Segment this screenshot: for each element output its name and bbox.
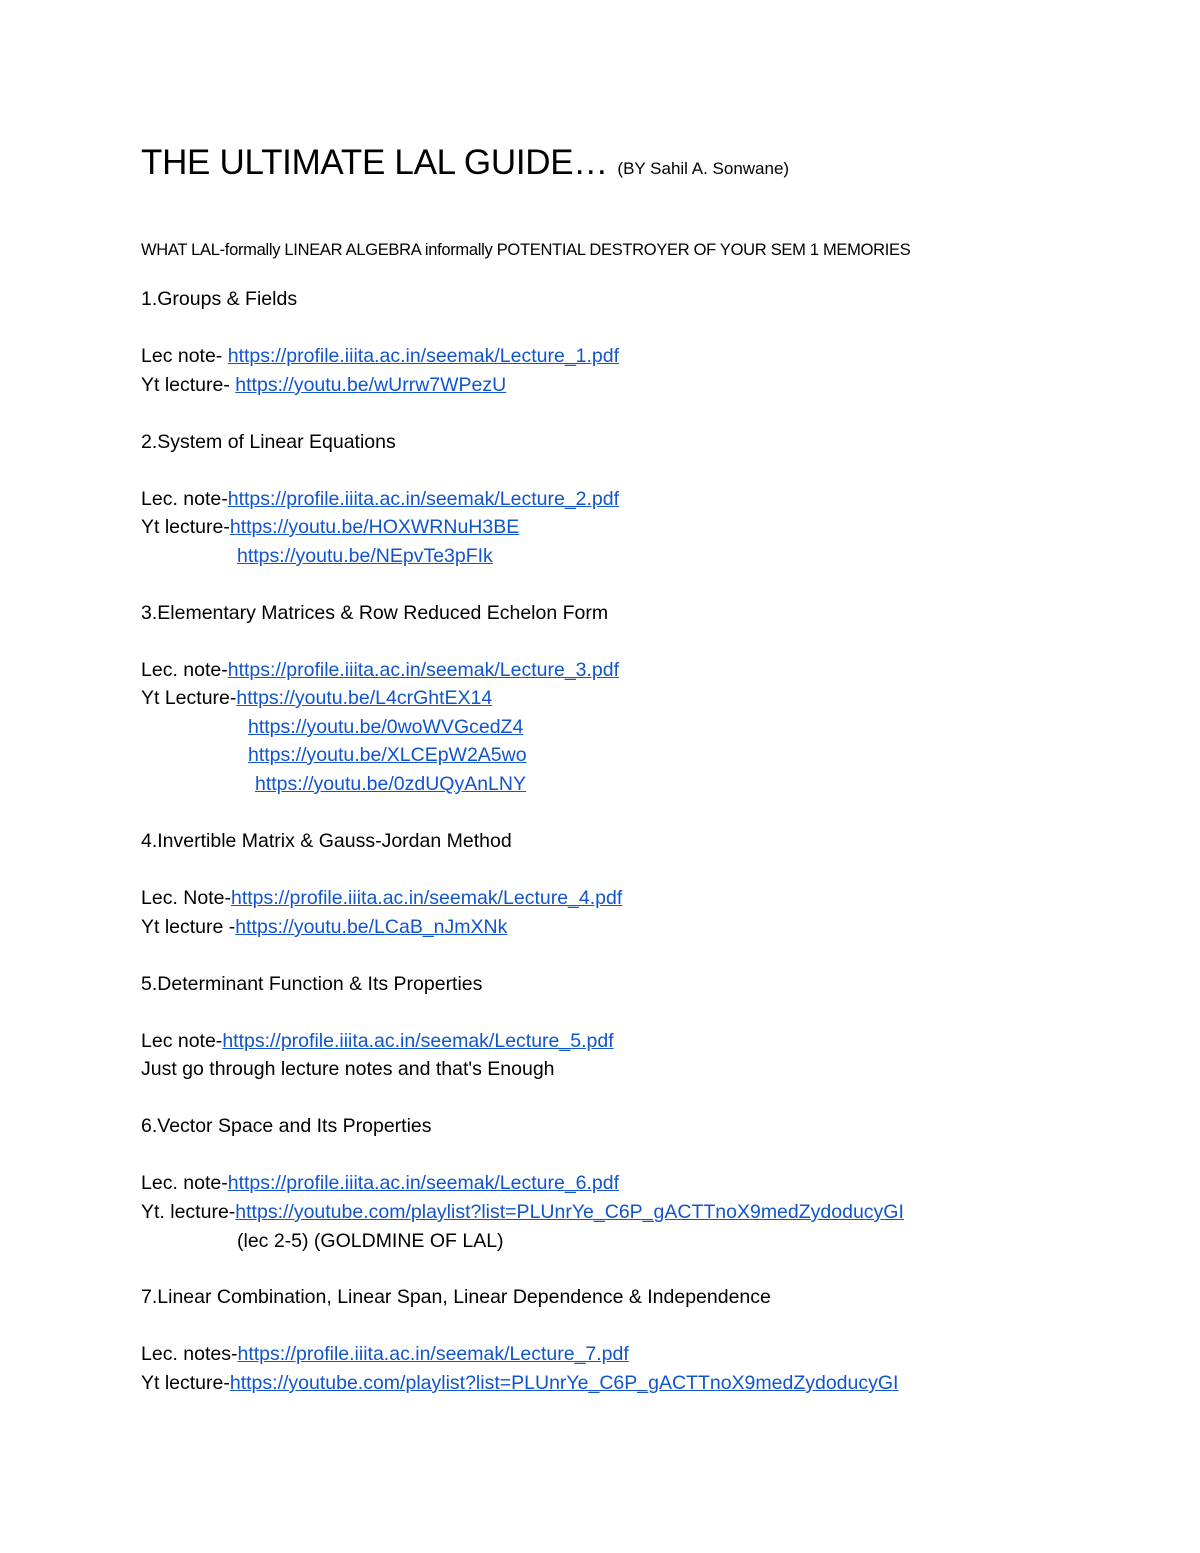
section-3-yt-lecture-row-4 bbox=[255, 775, 526, 795]
section-6-yt-lecture-row bbox=[141, 1203, 904, 1223]
yt-lecture-label: Yt lecture- bbox=[141, 1372, 230, 1394]
document-title bbox=[141, 145, 789, 180]
yt-lecture-link[interactable]: https://youtu.be/L4crGhtEX14 bbox=[236, 687, 493, 709]
title-byline: (BY Sahil A. Sonwane) bbox=[617, 159, 790, 178]
lecture-note-label: Lec. notes- bbox=[141, 1343, 238, 1365]
section-2-yt-lecture-row-2 bbox=[237, 547, 493, 567]
section-4-yt-lecture-row bbox=[141, 918, 507, 938]
lecture-note-link[interactable]: https://profile.iiita.ac.in/seemak/Lecture_3.pdf bbox=[227, 659, 620, 681]
lecture-note-link[interactable]: https://profile.iiita.ac.in/seemak/Lecture_2.pdf bbox=[227, 488, 620, 510]
section-3-yt-lecture-row-3 bbox=[248, 746, 527, 766]
lecture-note-link[interactable]: https://profile.iiita.ac.in/seemak/Lecture_4.pdf bbox=[230, 887, 623, 909]
section-3-yt-lecture-row bbox=[141, 689, 492, 709]
yt-lecture-link[interactable]: https://youtu.be/XLCEpW2A5wo bbox=[248, 744, 527, 766]
lecture-note-label: Lec. note- bbox=[141, 659, 228, 681]
yt-lecture-label: Yt lecture - bbox=[141, 916, 236, 938]
section-2-heading: 2.System of Linear Equations bbox=[141, 431, 396, 453]
yt-lecture-playlist-link[interactable]: https://youtube.com/playlist?list=PLUnrYe_C6P_gACTTnoX9medZydoducyGI bbox=[229, 1372, 899, 1394]
yt-lecture-link[interactable]: https://youtu.be/LCaB_nJmXNk bbox=[235, 916, 508, 938]
lecture-note-link[interactable]: https://profile.iiita.ac.in/seemak/Lecture_5.pdf bbox=[222, 1030, 614, 1052]
section-7-heading: 7.Linear Combination, Linear Span, Linear Dependence & Independence bbox=[141, 1286, 771, 1308]
lecture-note-label: Lec. note- bbox=[141, 1172, 228, 1194]
yt-lecture-link[interactable]: https://youtu.be/0zdUQyAnLNY bbox=[255, 773, 526, 795]
section-5-lecture-note-row bbox=[141, 1032, 614, 1052]
section-6-lecture-note-row bbox=[141, 1174, 619, 1194]
lecture-note-label: Lec. note- bbox=[141, 488, 228, 510]
section-3-heading: 3.Elementary Matrices & Row Reduced Echelon Form bbox=[141, 602, 609, 624]
yt-lecture-label: Yt Lecture- bbox=[141, 687, 237, 709]
lecture-note-label: Lec. Note- bbox=[141, 887, 231, 909]
yt-lecture-label: Yt lecture- bbox=[141, 374, 236, 396]
intro-line: WHAT LAL-formally LINEAR ALGEBRA informally POTENTIAL DESTROYER OF YOUR SEM 1 MEMORIES bbox=[141, 241, 911, 259]
title-main: THE ULTIMATE LAL GUIDE… bbox=[141, 143, 608, 182]
lecture-note-label: Lec note- bbox=[141, 1030, 223, 1052]
section-6-heading: 6.Vector Space and Its Properties bbox=[141, 1115, 432, 1137]
lecture-note-link[interactable]: https://profile.iiita.ac.in/seemak/Lecture_6.pdf bbox=[227, 1172, 620, 1194]
yt-lecture-playlist-link[interactable]: https://youtube.com/playlist?list=PLUnrYe_C6P_gACTTnoX9medZydoducyGI bbox=[235, 1201, 904, 1223]
yt-lecture-link[interactable]: https://youtu.be/0woWVGcedZ4 bbox=[248, 716, 524, 738]
section-2-lecture-note-row bbox=[141, 490, 619, 510]
lecture-note-label: Lec note- bbox=[141, 345, 228, 367]
yt-lecture-link[interactable]: https://youtu.be/wUrrw7WPezU bbox=[235, 374, 507, 396]
lecture-note-link[interactable]: https://profile.iiita.ac.in/seemak/Lecture_1.pdf bbox=[227, 345, 620, 367]
section-1-heading: 1.Groups & Fields bbox=[141, 288, 298, 310]
section-1-yt-lecture-row bbox=[141, 376, 506, 396]
lecture-note-link[interactable]: https://profile.iiita.ac.in/seemak/Lecture_7.pdf bbox=[237, 1343, 629, 1365]
section-6-note: (lec 2-5) (GOLDMINE OF LAL) bbox=[237, 1230, 504, 1252]
section-5-note: Just go through lecture notes and that's Enough bbox=[141, 1058, 555, 1080]
section-1-lecture-note-row bbox=[141, 347, 619, 367]
section-4-lecture-note-row bbox=[141, 889, 622, 909]
section-2-yt-lecture-row bbox=[141, 518, 519, 538]
yt-lecture-link[interactable]: https://youtu.be/HOXWRNuH3BE bbox=[229, 516, 520, 538]
section-7-yt-lecture-row bbox=[141, 1374, 898, 1394]
section-3-yt-lecture-row-2 bbox=[248, 718, 523, 738]
section-5-heading: 5.Determinant Function & Its Properties bbox=[141, 973, 483, 995]
yt-lecture-label: Yt lecture- bbox=[141, 516, 230, 538]
section-7-lecture-note-row bbox=[141, 1345, 629, 1365]
section-3-lecture-note-row bbox=[141, 661, 619, 681]
yt-lecture-link[interactable]: https://youtu.be/NEpvTe3pFIk bbox=[237, 545, 493, 567]
section-4-heading: 4.Invertible Matrix & Gauss-Jordan Method bbox=[141, 830, 512, 852]
yt-lecture-label: Yt. lecture- bbox=[141, 1201, 236, 1223]
